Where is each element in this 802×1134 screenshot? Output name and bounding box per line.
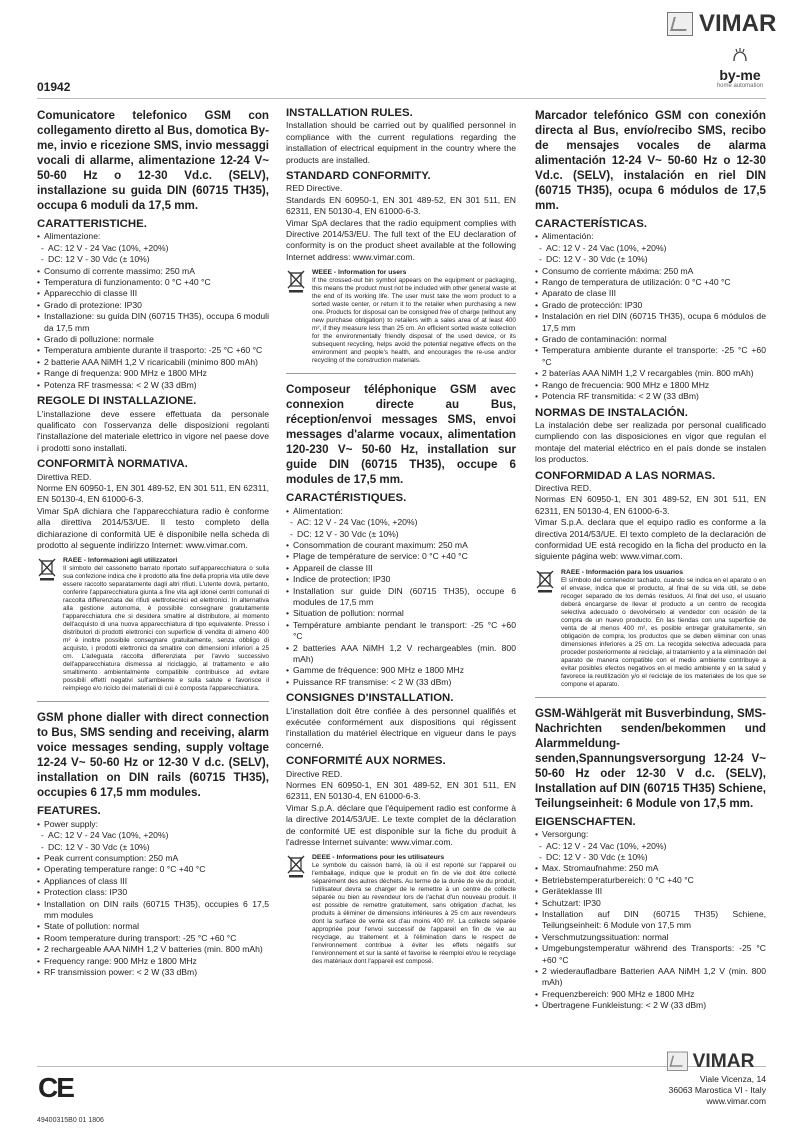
list-item: • Power supply: <box>37 819 269 830</box>
brand-name: VIMAR <box>692 1050 755 1072</box>
list-item: • Operating temperature range: 0 °C +40 °C <box>37 864 269 875</box>
list-item: • Max. Stromaufnahme: 250 mA <box>535 863 766 874</box>
list-item: • 2 rechargeable AAA NiMH 1,2 V batteries (min. 800 mAh) <box>37 944 269 955</box>
list-item: • Gamme de fréquence: 900 MHz e 1800 MHz <box>286 665 516 676</box>
list-item: • Indice de protection: IP30 <box>286 574 516 585</box>
list-item: • 2 batterie AAA NiMH 1,2 V ricaricabili (minimo 800 mAh) <box>37 357 269 368</box>
es-weee-block <box>535 569 766 689</box>
list-item: • Frequency range: 900 MHz e 1800 MHz <box>37 956 269 967</box>
list-item: • Consumo de corriente máxima: 250 mA <box>535 266 766 277</box>
list-item: • RF transmission power: < 2 W (33 dBm) <box>37 967 269 978</box>
fr-weee-block <box>286 854 516 966</box>
vimar-logo <box>667 10 776 38</box>
list-item: • State of pollution: normal <box>37 921 269 932</box>
list-item: • Alimentación: <box>535 231 766 242</box>
list-item: • Installation on DIN rails (60715 TH35), occupies 6 17,5 mm modules <box>37 899 269 922</box>
vimar-logo-footer <box>667 1050 754 1072</box>
vimar-logo-icon <box>667 1052 688 1071</box>
section-en <box>37 710 269 978</box>
es-features-heading: CARACTERÍSTICAS. <box>535 218 648 230</box>
es-conformity-standards: Normas EN 60950-1, EN 301 489-52, EN 301 511, EN 62311, EN 50130-4, EN 61000-6-3. <box>535 494 766 516</box>
section-de <box>535 706 766 1012</box>
list-item: - AC: 12 V - 24 Vac (10%, +20%) <box>535 243 766 254</box>
byme-logo <box>712 48 768 89</box>
it-weee-text: Il simbolo del cassonetto barrato riportato sull'apparecchiatura o sulla sua confezione indica che il prodotto alla fine della propria vita utile deve essere raccolto separatamente dagli altri rifiuti. L'utente dovrà, pertanto, conferire l'apparecchiatura giunta a fine vita agli idonei centri comunali di raccolta differenziata dei rifiuti elettrotecnici ed elettronici. In alternativa alla gestione autonoma, è possibile consegnare gratuitamente l'apparecchiatura che si desidera smaltire al distributore, al momento dell'acquisto di una nuova apparecchiatura di tipo equivalente. Presso i distributori di prodotti elettronici con superficie di vendita di almeno 400 m² è inoltre possibile consegnare gratuitamente, senza obbligo di acquisto, i prodotti elettronici da smaltire con dimensioni inferiori a 25 cm. L'adeguata raccolta differenziata per l'avvio successivo dell'apparecchiatura dismessa al riciclaggio, al trattamento e allo smaltimento ambientalmente compatibile contribuisce ad evitare possibili effetti negativi sull'ambiente e sulla salute e favorisce il reimpiego e/o riciclo dei materiali di cui è composta l'apparecchiatura. <box>63 565 269 693</box>
fr-conformity-directive: Directive RED. <box>286 768 343 779</box>
list-item: - DC: 12 V - 30 Vdc (± 10%) <box>37 842 269 853</box>
it-weee-block <box>37 557 269 693</box>
fr-rules-heading: CONSIGNES D'INSTALLATION. <box>286 692 454 705</box>
address-city: 36063 Marostica VI - Italy <box>668 1085 766 1095</box>
list-item: • Instalación en riel DIN (60715 TH35), ocupa 6 módulos de 17,5 mm <box>535 311 766 334</box>
list-item: - AC: 12 V - 24 Vac (10%, +20%) <box>37 830 269 841</box>
ce-mark: CE <box>38 1072 73 1103</box>
fr-rules-text: L'installation doit être confiée à des personnel qualifiés et exécutée conformément aux dispositions qui régissent l'installation du matériel électrique en vigueur dans le pays concerné. <box>286 705 516 750</box>
list-item: • Température ambiante pendant le transport: -25 °C +60 °C <box>286 620 516 643</box>
list-item: • Grado di polluzione: normale <box>37 334 269 345</box>
list-item: • Rango de frecuencia: 900 MHz e 1800 MHz <box>535 380 766 391</box>
crossed-bin-icon <box>535 569 555 593</box>
byme-name: by-me <box>719 67 761 83</box>
es-conformity-heading: CONFORMIDAD A LAS NORMAS. <box>535 469 716 482</box>
en-conformity-heading: STANDARD CONFORMITY. <box>286 170 431 183</box>
list-item: • Temperatura ambiente durante el transporte: -25 °C +60 °C <box>535 345 766 368</box>
en-rules-text: Installation should be carried out by qualified personnel in compliance with the current regulations regarding the installation of electrical equipment in the country where the products are installed. <box>286 120 516 165</box>
list-item: • Betriebstemperaturbereich: 0 °C +40 °C <box>535 875 766 886</box>
header-rule <box>37 98 766 99</box>
fr-features-list <box>286 506 516 689</box>
vimar-logo-icon <box>667 12 693 36</box>
list-item: • Peak current consumption: 250 mA <box>37 853 269 864</box>
en-conformity-declaration: Vimar SpA declares that the radio equipment complies with Directive 2014/53/EU. The full text of the EU declaration of conformity is on the product sheet available at the following Internet address: www.vimar.com. <box>286 217 516 262</box>
list-item: • Temperatura di funzionamento: 0 °C +40 °C <box>37 277 269 288</box>
list-item: • Apparecchio di classe III <box>37 288 269 299</box>
section-it <box>37 108 269 693</box>
section-fr <box>286 382 516 966</box>
list-item: • Aparato de clase III <box>535 288 766 299</box>
list-item: • Alimentation: <box>286 506 516 517</box>
list-item: - DC: 12 V - 30 Vdc (± 10%) <box>286 529 516 540</box>
list-item: • Range di frequenza: 900 MHz e 1800 MHz <box>37 368 269 379</box>
list-item: • Installation sur guide DIN (60715 TH35), occupe 6 modules de 17,5 mm <box>286 586 516 609</box>
footer-rule <box>37 1066 766 1067</box>
list-item: • Room temperature during transport: -25 °C +60 °C <box>37 933 269 944</box>
es-weee-text: El símbolo del contenedor tachado, cuando se indica en el aparato o en el envase, indica que el producto, al final de su vida útil, se debe recoger separado de los demás residuos. Al final del uso, el usuario deberá encargarse de llevar el producto a un centro de recogida selectiva adecuado o devolvérselo al vendedor con ocasión de la compra de un nuevo producto. En las tiendas con una superficie de venta de al menos 400 m², es posible entregar gratuitamente, sin obligación de compra, los productos que se deben eliminar con unas dimensiones inferiores a 25 cm. La recogida selectiva adecuada para proceder posteriormente al reciclaje, al tratamiento y a la eliminación del aparato de manera compatible con el medio ambiente contribuye a evitar posibles efectos negativos en el medio ambiente y en la salud y favorece la reutilización y/o el reciclaje de los materiales de los que se compone el aparato. <box>561 576 766 688</box>
list-item: • Umgebungstemperatur während des Transports: -25 °C +60 °C <box>535 943 766 966</box>
list-item: • Grado de protección: IP30 <box>535 300 766 311</box>
es-title: Marcador telefónico GSM con conexión directa al Bus, envío/recibo SMS, recibo de mensajes vocales de alarma alimentación 12-24 V~ 50-60 Hz o 12-30 Vd.c. (SELV), instalación en riel DIN (60715 TH35), ocupa 6 módulos de 17,5 mm. <box>535 109 766 212</box>
section-es <box>535 108 766 689</box>
it-conformity-heading: CONFORMITÀ NORMATIVA. <box>37 458 188 471</box>
list-item: • Temperatura ambiente durante il trasporto: -25 °C +60 °C <box>37 345 269 356</box>
es-weee-title: RAEE - Información para los usuarios <box>561 568 683 576</box>
section-divider <box>286 373 516 374</box>
list-item: • Consumo di corrente massimo: 250 mA <box>37 266 269 277</box>
es-rules-text: La instalación debe ser realizada por personal cualificado cumpliendo con las disposiciones en vigor que regulan el montaje del material eléctrico en el país donde se instalen los productos. <box>535 419 766 465</box>
list-item: • Situation de pollution: normal <box>286 608 516 619</box>
list-item: • Appareil de classe III <box>286 563 516 574</box>
product-code: 01942 <box>37 80 71 94</box>
it-features-heading: CARATTERISTICHE. <box>37 218 147 230</box>
es-conformity-declaration: Vimar S.p.A. declara que el equipo radio es conforme a la directiva 2014/53/UE. El texto completo de la declaración de conformidad UE está recogido en la ficha del producto en la siguiente página web: www.vimar.com. <box>535 517 766 562</box>
list-item: - AC: 12 V - 24 Vac (10%, +20%) <box>286 517 516 528</box>
list-item: • Grado de contaminación: normal <box>535 334 766 345</box>
list-item: • Potenza RF trasmessa: < 2 W (33 dBm) <box>37 380 269 391</box>
it-rules-heading: REGOLE DI INSTALLAZIONE. <box>37 395 197 408</box>
fr-title: Composeur téléphonique GSM avec connexion directe au Bus, réception/envoi messages SMS, envoi messages d'alarme vocaux, alimentation 120-230 V~ 50-60 Hz, installation sur guide DIN (60715 TH35), occupe 6 modules de 17,5 mm. <box>286 383 516 487</box>
address-website: www.vimar.com <box>706 1096 766 1106</box>
list-item: - DC: 12 V - 30 Vdc (± 10%) <box>535 852 766 863</box>
fr-conformity-standards: Normes EN 60950-1, EN 301 489-52, EN 301 511, EN 62311, EN 50130-4, EN 61000-6-3. <box>286 780 516 802</box>
list-item: - AC: 12 V - 24 Vac (10%, +20%) <box>535 841 766 852</box>
it-conformity-standards: Norme EN 60950-1, EN 301 489-52, EN 301 511, EN 62311, EN 50130-4, EN 61000-6-3. <box>37 482 269 505</box>
de-features-list <box>535 829 766 1012</box>
brand-name: VIMAR <box>699 10 777 37</box>
column-left <box>37 108 269 978</box>
address-block <box>669 1074 766 1107</box>
list-item: • Schutzart: IP30 <box>535 898 766 909</box>
en-weee-text: If the crossed-out bin symbol appears on the equipment or packaging, this means the product must not be included with other general waste at the end of its working life. The user must take the worn product to a sorted waste center, or return it to the retailer when purchasing a new one. Products for disposal can be consigned free of charge (without any new purchase obligation) to retailers with a sales area of at least 400 m², if they measure less than 25 cm. An efficient sorted waste collection for the environmentally friendly disposal of the used device, or its subsequent recycling, helps avoid the potential negative effects on the environment and people's health, and encourages the re-use and/or recycling of the construction materials. <box>312 277 516 365</box>
list-item: • Puissance RF transmise: < 2 W (33 dBm) <box>286 677 516 688</box>
list-item: • 2 baterías AAA NiMH 1,2 V recargables (min. 800 mAh) <box>535 368 766 379</box>
de-title: GSM-Wählgerät mit Busverbindung, SMS-Nachrichten senden/bekommen und Alarmmeldung-senden,Spannungsversorgung 12-24 V~ 50-60 Hz oder 12-30 V d.c. (SELV), Installation auf DIN (60715 TH35) Schiene, Teilungseinheit: 6 Module von 17,5 mm. <box>535 706 766 810</box>
list-item: • Verschmutzungssituation: normal <box>535 932 766 943</box>
fr-weee-title: DEEE - Informations pour les utilisateurs <box>312 854 445 862</box>
list-item: • Appliances of class III <box>37 876 269 887</box>
en-rules-heading: INSTALLATION RULES. <box>286 107 413 119</box>
en-conformity-directive: RED Directive. <box>286 183 343 194</box>
list-item: • Frequenzbereich: 900 MHz e 1800 MHz <box>535 989 766 1000</box>
list-item: • Versorgung: <box>535 829 766 840</box>
it-features-list <box>37 231 269 391</box>
list-item: • Übertragene Funkleistung: < 2 W (33 dBm) <box>535 1000 766 1011</box>
byme-tagline: home automation <box>716 83 764 89</box>
list-item: • Plage de température de service: 0 °C +40 °C <box>286 551 516 562</box>
list-item: • Consommation de courant maximum: 250 mA <box>286 540 516 551</box>
list-item: • Installazione: su guida DIN (60715 TH35), occupa 6 moduli da 17,5 mm <box>37 311 269 334</box>
fr-conformity-heading: CONFORMITÉ AUX NORMES. <box>286 755 446 768</box>
en-conformity-standards: Standards EN 60950-1, EN 301 489-52, EN 301 511, EN 62311, EN 50130-4, EN 61000-6-3. <box>286 194 516 217</box>
list-item: • Installation auf DIN (60715 TH35) Schiene, Teilungseinheit: 6 Module von 17,5 mm <box>535 909 766 932</box>
crossed-bin-icon <box>286 269 306 293</box>
es-features-list <box>535 231 766 402</box>
list-item: • Rango de temperatura de utilización: 0 °C +40 °C <box>535 277 766 288</box>
list-item: - DC: 12 V - 30 Vdc (± 10%) <box>37 254 269 265</box>
it-title: Comunicatore telefonico GSM con collegamento diretto al Bus, domotica By-me, invio e ricezione SMS, invio messaggi vocali di allarme, alimentazione 12-24 V~ 50-60 Hz o 12-30 Vd.c. (SELV), installazione su guida DIN (60715 TH35), occupa 6 moduli da 17,5 mm. <box>37 109 269 212</box>
list-item: • Grado di protezione: IP30 <box>37 300 269 311</box>
en-weee-title: WEEE - Information for users <box>312 269 407 277</box>
it-conformity-directive: Direttiva RED. <box>37 471 92 482</box>
crossed-bin-icon <box>286 854 306 878</box>
column-middle <box>286 108 516 974</box>
list-item: • 2 wiederaufladbare Batterien AAA NiMH 1,2 V (min. 800 mAh) <box>535 966 766 989</box>
list-item: • Alimentazione: <box>37 231 269 242</box>
en-features-heading: FEATURES. <box>37 805 101 818</box>
section-divider <box>535 697 766 698</box>
fr-conformity-declaration: Vimar S.p.A. déclare que l'équipement radio est conforme à la directive 2014/53/UE. Le texte complet de la déclaration de conformité UE est disponible sur la fiche du produit à l'adresse Internet suivante: www.vimar.com. <box>286 802 516 848</box>
it-weee-title: RAEE - Informazioni agli utilizzatori <box>63 557 178 565</box>
list-item: • Potencia RF transmitida: < 2 W (33 dBm) <box>535 391 766 402</box>
it-rules-text: L'installazione deve essere effettuata da personale qualificato con l'osservanza delle disposizioni regolanti l'installazione del materiale elettrico in vigore nel paese dove i prodotti sono installati. <box>37 408 269 453</box>
column-right <box>535 108 766 1012</box>
byme-hand-icon <box>730 48 750 62</box>
fr-features-heading: CARACTÉRISTIQUES. <box>286 492 407 505</box>
section-divider <box>37 701 269 702</box>
es-conformity-directive: Directiva RED. <box>535 482 592 493</box>
it-conformity-declaration: Vimar SpA dichiara che l'apparecchiatura radio è conforme alla direttiva 2014/53/UE. Il testo completo della dichiarazione di conformità UE è disponibile nella scheda di prodotto al seguente indirizzo Internet: www.vimar.com. <box>37 505 269 550</box>
list-item: - DC: 12 V - 30 Vdc (± 10%) <box>535 254 766 265</box>
en-weee-block <box>286 269 516 365</box>
crossed-bin-icon <box>37 557 57 581</box>
doc-code: 49400315B0 01 1806 <box>37 1117 104 1124</box>
section-en-cont <box>286 108 516 365</box>
address-street: Viale Vicenza, 14 <box>699 1074 766 1084</box>
es-rules-heading: NORMAS DE INSTALACIÓN. <box>535 406 688 419</box>
list-item: - AC: 12 V - 24 Vac (10%, +20%) <box>37 243 269 254</box>
de-features-heading: EIGENSCHAFTEN. <box>535 815 636 828</box>
list-item: • Protection class: IP30 <box>37 887 269 898</box>
list-item: • Geräteklasse III <box>535 886 766 897</box>
en-title: GSM phone dialler with direct connection to Bus, SMS sending and receiving, alarm voice messages sending, supply voltage 12-24 V~ 50-60 Hz or 12-30 V d.c. (SELV), installation on DIN rails (60715 TH35), occupies 6 17,5 mm modules. <box>37 711 269 800</box>
fr-weee-text: Le symbole du caisson barré, là où il est reporté sur l'appareil ou l'emballage, indique que le produit en fin de vie doit être collecté séparément des autres déchets. Au terme de la durée de vie du produit, l'utilisateur devra se charger de le remettre à un centre de collecte séparée ou bien au revendeur lors de l'achat d'un nouveau produit. Il est possible de remettre gratuitement, sans obligation d'achat, les produits à éliminer de dimensions inférieures à 25 cm aux revendeurs dont la surface de vente est d'au moins 400 m². La collecte séparée appropriée pour l'envoi successif de l'appareil en fin de vie au recyclage, au traitement et à l'élimination dans le respect de l'environnement contribue à éviter les effets négatifs sur l'environnement et sur la santé et favorise le réemploi et/ou le recyclage des matériaux dont l'appareil est composé. <box>312 862 516 966</box>
list-item: • 2 batteries AAA NiMH 1,2 V rechargeables (min. 800 mAh) <box>286 643 516 666</box>
en-features-list <box>37 819 269 979</box>
